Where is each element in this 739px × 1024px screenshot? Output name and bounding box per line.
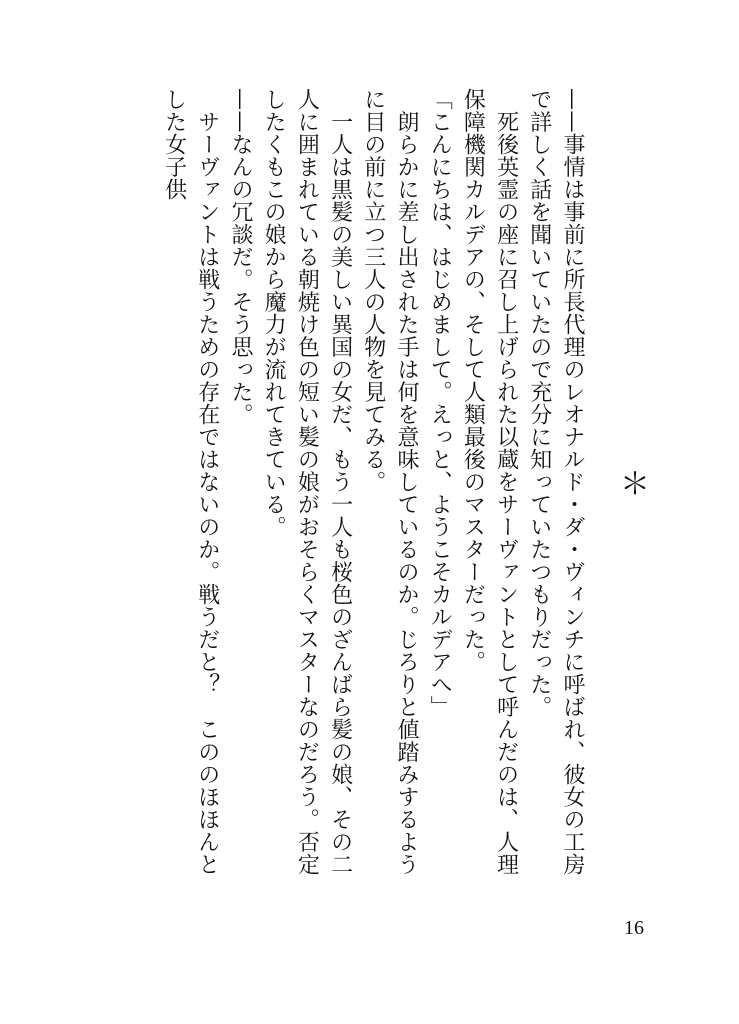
paragraph: 朗らかに差し出された手は何を意味しているのか。じろりと値踏みするように目の前に立つ三人の人物を見てみる。 xyxy=(360,88,419,876)
paragraph: 死後英霊の座に召し上げられた以蔵をサーヴァントとして呼んだのは、人理保障機関カルデアの、そして人類最後のマスターだった。 xyxy=(460,88,519,876)
vertical-body-text xyxy=(159,88,589,888)
paragraph: ——事情は事前に所長代理のレオナルド・ダ・ヴィンチに呼ばれ、彼女の工房で詳しく話を聞いていたので充分に知っていたつもりだった。 xyxy=(526,88,585,876)
paragraph: 一人は黒髪の美しい異国の女だ、もう一人も桜色のざんばら髪の娘、その二人に囲まれている朝焼け色の短い髪の娘がおそらくマスターなのだろう。否定したくもこの娘から魔力が流れてきている。 xyxy=(261,88,353,876)
paragraph: 「こんにちは、はじめまして。えっと、ようこそカルデアへ」 xyxy=(427,88,453,718)
paragraph: サーヴァントは戦うための存在ではないのか。戦うだと？ こののほほんとした女子供 xyxy=(161,88,220,876)
section-separator: ＊ xyxy=(620,467,650,502)
paragraph: ——なんの冗談だ。そう思った。 xyxy=(227,88,253,426)
page-number: 16 xyxy=(624,917,644,939)
